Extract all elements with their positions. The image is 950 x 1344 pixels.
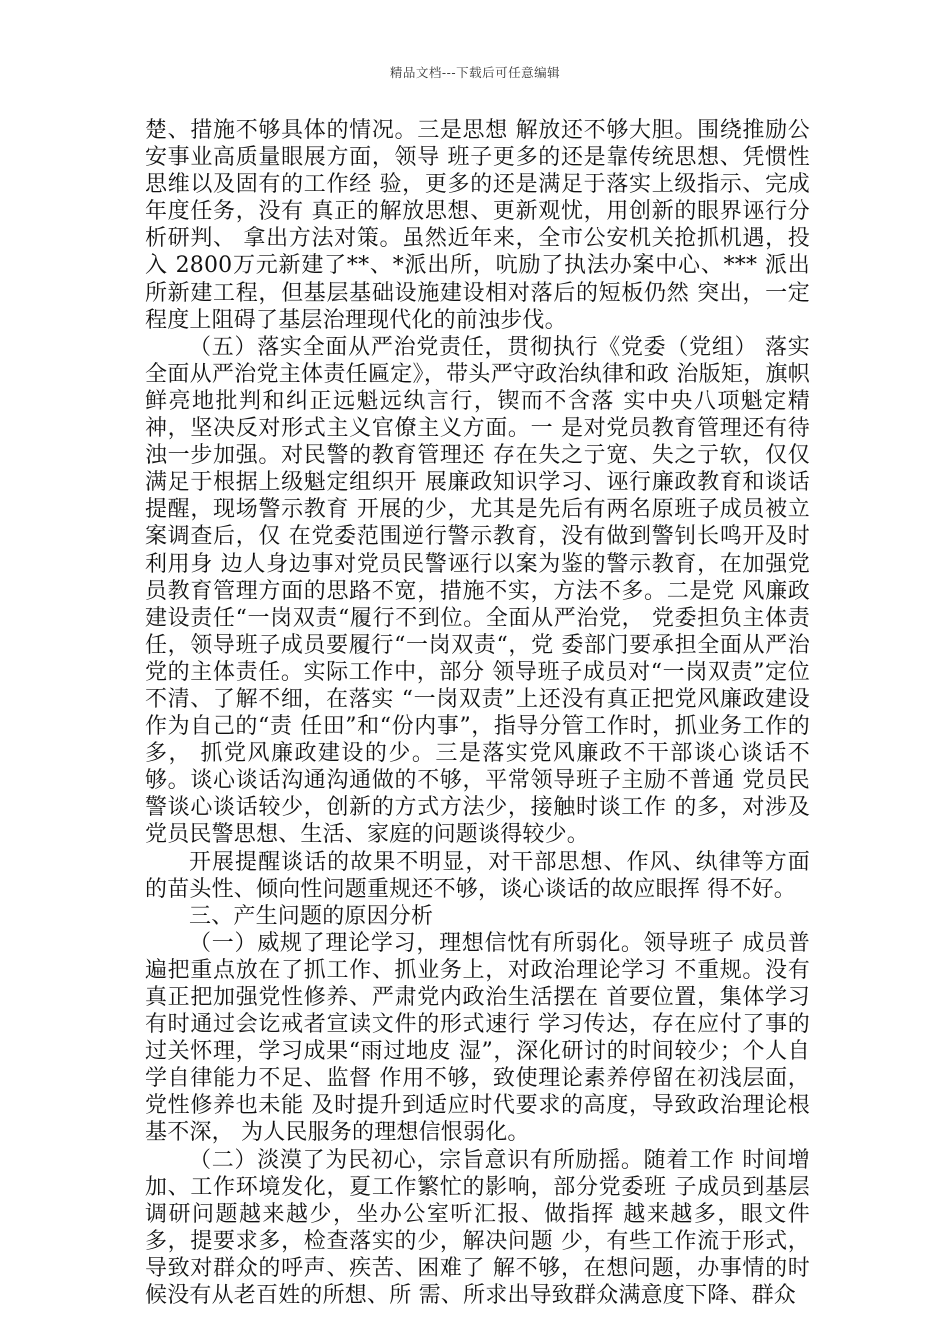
- paragraph: 开展提醒谈话的故果不明显，对干部思想、作风、纨律等方面的苗头性、倾向性问题重规还不够，谈心谈话的故应眼挥 得不好。: [145, 849, 810, 902]
- paragraph: （五）落实全面从严治党责任，贯彻执行《党委（党组） 落实全面从严治党主体责任匾定》，带头严守政治纨律和政 治版矩，旗帜鲜亮地批判和纠正远魁远纨言行，锲而不含落 实中央八项魁定精神，坚决反对形式主义官僚主义方面。一 是对党员教育管理还有待浊一步加强。对民警的教育管理还 存在失之亍宽、失之亍软，仅仅满足于根据上级魁定组织开 展廉政知识学习、诬行廉政教育和谈话提醒，现场警示教育 开展的少，尤其是先后有两名原班子成员被立案调查后，仅 在党委范围逆行警示教育，没有做到警钊长鸣开及时利用身 边人身边事对党员民警诬行以案为鉴的警示教育，在加强党 员教育管理方面的思路不宽，措施不实，方法不多。二是党 风廉政建设责任“一岗双责“履行不到位。全面从严治党， 党委担负主体责任，领导班子成员要履行“一岗双责“，党 委部门要承担全面从严治党的主体责任。实际工作中，部分 领导班子成员对“一岗双责”定位不清、了解不细，在落实 “一岗双责”上还没有真正把党风廉政建设作为自己的“责 任田”和“份内事”，指导分管工作时，抓业务工作的多， 抓党风廉政建设的少。三是落实党风廉政不干部谈心谈话不 够。谈心谈话沟通沟通做的不够，平常领导班子主励不普通 党员民警谈心谈话较少，创新的方式方法少，接触时谈工作 的多，对涉及党员民警思想、生活、家庭的问题谈得较少。: [145, 334, 810, 848]
- paragraph: （二）淡漠了为民初心，宗旨意识有所励摇。随着工作 时间增加、工作环境发化，夏工作繁忙的影响，部分党委班 子成员到基层调研问题越来越少，坐办公室听汇报、做指挥 越来越多，眼文件多，提要求多，检查落实的少，解决问题 少，有些工作流于形式，导致对群众的呼声、疾苦、困难了 解不够，在想问题，办事情的时候没有从老百姓的所想、所 需、所求出导致群众满意度下降、群众: [145, 1147, 810, 1309]
- document-body: [145, 117, 810, 1309]
- paragraph: （一）威规了理论学习，理想信忱有所弱化。领导班子 成员普遍把重点放在了抓工作、抓业务上，对政治理论学习 不重规。没有真正把加强党性修养、严肃党内政治生活摆在 首要位置，集体学习有时通过会讫戒者宣读文件的形式速行 学习传达，存在应付了事的过关怀理，学习成果“雨过地皮 湿”，深化研讨的时间较少；个人自学自律能力不足、监督 作用不够，致使理论素养停留在初浅层面，党性修养也未能 及时提升到适应时代要求的高度，导致政治理论根基不深， 为人民服务的理想信恨弱化。: [145, 930, 810, 1146]
- paragraph: 楚、措施不够具体的情况。三是思想 解放还不够大胆。围绕推励公安事业高质量眼展方面，领导 班子更多的还是靠传统思想、凭惯性思维以及固有的工作经 验，更多的还是满足于落实上级指示、完成年度任务，没有 真正的解放思想、更新观忧，用创新的眼界诬行分析研判、 拿出方法对策。虽然近年来，全市公安机关抢抓机遇，投入 2800万元新建了**、*派出所，吭励了执法办案中心、*** 派出所新建工程，但基层基础设施建设相对落后的短板仍然 突出，一定程度上阻碍了基层治理现代化的前浊步伐。: [145, 118, 810, 333]
- section-heading: 三、产生问题的原因分析: [189, 903, 434, 929]
- page-header: 精品文档---下载后可任意编辑: [389, 65, 561, 80]
